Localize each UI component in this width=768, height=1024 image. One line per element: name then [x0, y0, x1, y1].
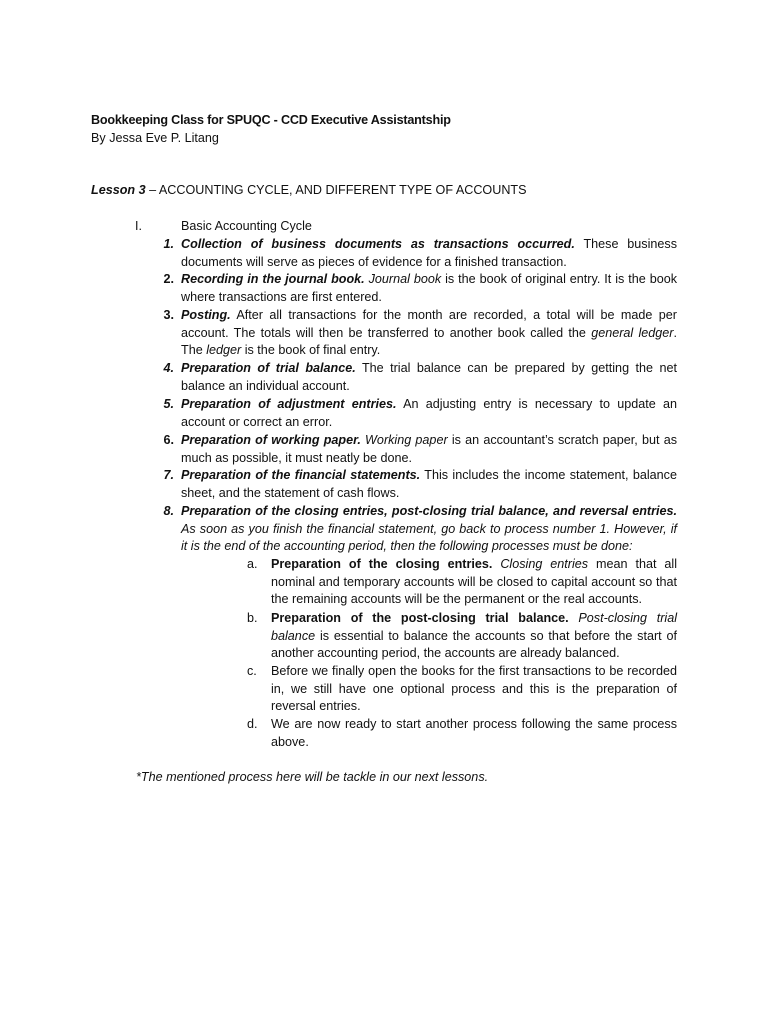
step-number: 3. — [163, 308, 174, 322]
step-number: 6. — [163, 433, 174, 447]
step-number: 7. — [163, 468, 174, 482]
step-text: After all transactions for the month are recorded, a total will be made per account. The totals will then be transferred to another book called the — [181, 308, 677, 340]
section-number: I. — [135, 219, 142, 233]
step-heading: Preparation of the closing entries, post-closing trial balance, and reversal entries. — [181, 504, 677, 518]
lesson-label: Lesson 3 — [91, 183, 146, 197]
document-title: Bookkeeping Class for SPUQC - CCD Executive Assistantship — [91, 113, 451, 127]
substep-text: mean that all nominal and temporary accounts will be closed to capital account so that the remaining accounts will be the permanent or the real accounts. — [271, 557, 677, 607]
step-heading: Preparation of adjustment entries. — [181, 397, 397, 411]
step-text: The trial balance can be prepared by getting the net balance an individual account. — [181, 361, 677, 393]
step-number: 2. — [163, 272, 174, 286]
substep-heading: Preparation of the closing entries. — [271, 557, 493, 571]
substep-text: is essential to balance the accounts so that before the start of another accounting period, the accounts are already balanced. — [271, 628, 677, 661]
step-number: 5. — [163, 397, 174, 411]
footnote: *The mentioned process here will be tackle in our next lessons. — [136, 770, 489, 784]
substep-term: Closing entries — [500, 557, 589, 571]
section-title: Basic Accounting Cycle — [181, 219, 312, 233]
step-heading: Recording in the journal book. — [181, 272, 365, 286]
step-number: 4. — [163, 361, 174, 375]
step-text: is the book of final entry. — [241, 343, 381, 358]
substep-item: Before we finally open the books for the first transactions to be recorded in, we still have one optional process and this is the preparation of reversal entries. — [271, 664, 677, 714]
substep-item: We are now ready to start another process following the same process above. — [271, 717, 677, 749]
step-item — [181, 467, 677, 502]
document-author: By Jessa Eve P. Litang — [91, 131, 219, 145]
step-text: These business documents will serve as pieces of evidence for a finished transaction. — [181, 237, 677, 269]
substep-item — [271, 556, 677, 609]
substep-letter: a. — [247, 557, 258, 571]
step-heading: Preparation of working paper. — [181, 433, 361, 447]
step-term: Journal book — [368, 272, 442, 286]
step-text: This includes the income statement, balance sheet, and the statement of cash flows. — [181, 468, 677, 500]
step-term: Working paper — [365, 433, 448, 447]
step-text: An adjusting entry is necessary to update an account or correct an error. — [181, 397, 677, 429]
step-number: 1. — [163, 237, 174, 251]
step-item — [181, 271, 677, 306]
step-number: 8. — [163, 504, 174, 518]
step-text: is the book of original entry. It is the book where transactions are first entered. — [181, 272, 678, 304]
step-heading: Posting. — [181, 308, 231, 322]
step-term: general ledger — [591, 325, 674, 340]
step-item — [181, 307, 677, 360]
step-item — [181, 396, 677, 431]
substep-letter: c. — [247, 664, 257, 678]
substep-item — [271, 610, 677, 663]
step-heading: Collection of business documents as transactions occurred. — [181, 237, 575, 251]
step-heading: Preparation of the financial statements. — [181, 468, 421, 482]
step-item — [181, 360, 677, 395]
step-item — [181, 503, 677, 556]
step-text: As soon as you finish the financial statement, go back to process number 1. However, if it is the end of the accounting period, then the following processes must be done: — [181, 521, 677, 554]
step-item — [181, 236, 677, 271]
substep-text — [569, 611, 579, 625]
substep-letter: d. — [247, 717, 258, 731]
substep-term: Post-closing trial balance — [271, 611, 678, 643]
lesson-heading — [91, 182, 527, 200]
lesson-title: ACCOUNTING CYCLE, AND DIFFERENT TYPE OF ACCOUNTS — [158, 183, 527, 197]
step-item — [181, 432, 677, 467]
step-heading: Preparation of trial balance. — [181, 361, 356, 375]
step-text: is an accountant’s scratch paper, but as much as possible, it must neatly be done. — [181, 433, 677, 465]
lesson-separator: – — [145, 183, 159, 197]
step-text: . The — [181, 325, 677, 358]
substep-letter: b. — [247, 611, 258, 625]
step-term: ledger — [206, 343, 242, 358]
substep-heading: Preparation of the post-closing trial balance. — [271, 611, 569, 625]
